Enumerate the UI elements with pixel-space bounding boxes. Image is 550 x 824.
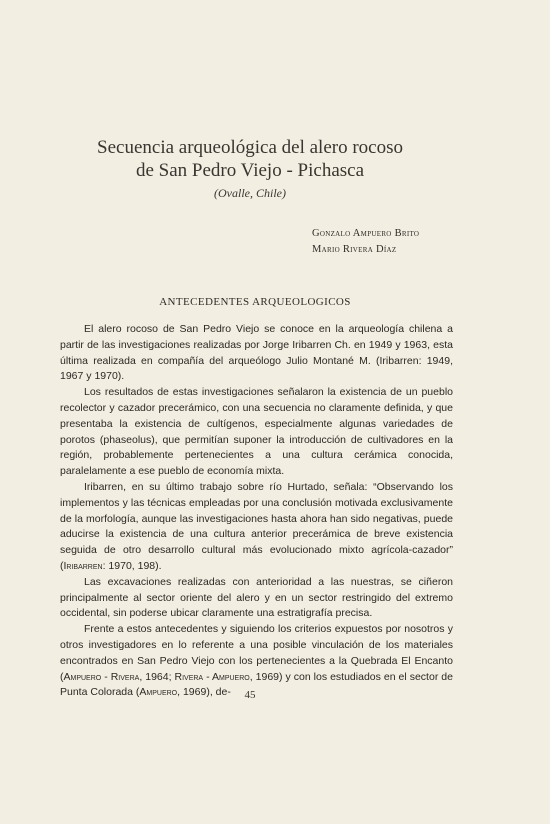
article-location: (Ovalle, Chile): [214, 186, 286, 200]
author-2: Mario Rivera Díaz: [312, 244, 397, 255]
article-body: [60, 322, 453, 701]
paragraph-5-text-a: Frente a estos antecedentes y siguiendo los criterios expuestos por nosotros y otros investigadores en lo referente a una posible vinculación de los materiales encontrados en San Pedro Viejo con los pertenecientes a la Quebrada El Encanto (: [60, 623, 453, 683]
paragraph-3: [60, 480, 453, 575]
article-title: [60, 136, 440, 182]
page-number: 45: [244, 689, 256, 701]
title-line-1: Secuencia arqueológica del alero rocoso: [97, 137, 403, 158]
paragraph-2: Los resultados de estas investigaciones señalaron la existencia de un pueblo recolector y cazador precerámico, con una secuencia no claramente definida, y que presentaba la existencia de cultígenos, especialmente algunas variedades de porotos (phaseolus), que permitían suponer la introducción de cultivadores en la región, probablemente pertenecientes a una cultura cerámica conocida, paralelamente a ese pueblo de economía mixta.: [60, 386, 453, 478]
paragraph-1: El alero rocoso de San Pedro Viejo se conoce en la arqueología chilena a partir de las investigaciones realizadas por Jorge Iribarren Ch. en 1949 y 1963, esta última realizada en compañía del arqueólogo Julio Montané M. (Iribarren: 1949, 1967 y 1970).: [60, 323, 453, 383]
citation-author: Ampuero: [139, 686, 178, 699]
paragraph-4: Las excavaciones realizadas con anterioridad a las nuestras, se ciñeron principalmente al sector oriente del alero y en un sector restringido del extremo occidental, sin poderse ubicar claramente una estratigrafía precisa.: [60, 575, 453, 620]
citation-author: Rivera - Ampuero: [174, 670, 250, 683]
section-heading: ANTECEDENTES ARQUEOLOGICOS: [159, 296, 351, 308]
title-line-2: de San Pedro Viejo - Pichasca: [135, 160, 365, 181]
paragraph-5-text-d: , 1969), de-: [177, 686, 231, 699]
author-list: [312, 226, 419, 258]
paragraph-5-text-b: , 1964;: [139, 670, 175, 683]
paragraph-3-text-b: : 1970, 198).: [102, 559, 162, 572]
paragraph-5-text-c: , 1969) y con los estudiados en el sector de Punta Colorada (: [60, 670, 453, 699]
citation-author: Ampuero - Rivera: [63, 670, 140, 683]
paragraph-3-text-a: Iribarren, en su último trabajo sobre río Hurtado, señala: “Observando los implementos y las técnicas empleadas por una conclusión motivada exclusivamente de la morfología, aunque las investigaciones hasta ahora han sido negativas, puede aducirse la existencia de una cultura anterior precerámica de breve existencia seguida de otro desarrollo cultural más evolucionado mixto agrícola-cazador” (: [60, 480, 453, 572]
author-1: Gonzalo Ampuero Brito: [312, 228, 420, 239]
citation-author: Iribarren: [63, 559, 103, 572]
